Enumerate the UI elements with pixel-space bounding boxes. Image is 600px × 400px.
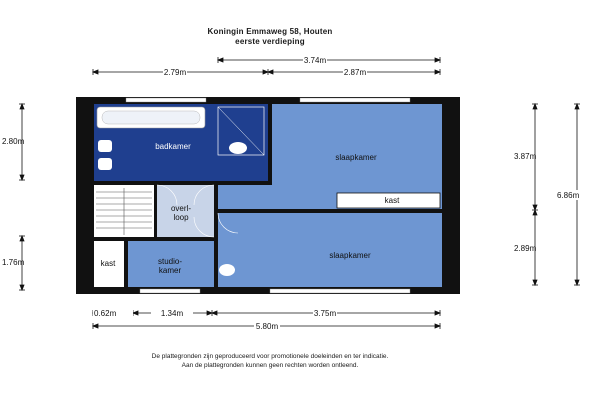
bedroom-bottom-area [218, 213, 442, 287]
room-label-bathroom: badkamer [155, 142, 191, 151]
room-label-bedroom-bottom: slaapkamer [329, 251, 371, 260]
dim-top-2-87: 2.87m [343, 68, 367, 77]
dim-bottom-1-34: 1.34m [160, 309, 184, 318]
dim-right-2-89: 2.89m [514, 244, 537, 253]
plan-body [76, 97, 460, 294]
floor-title: eerste verdieping [235, 37, 305, 46]
dim-top-2-79: 2.79m [163, 68, 187, 77]
dim-right-3-87: 3.87m [514, 152, 537, 161]
room-label-closet-left: kast [100, 259, 116, 268]
disclaimer-line-1: De plattegronden zijn geproduceerd voor promotionele doeleinden en ter indicatie. [151, 353, 389, 360]
dim-left-1-76: 1.76m [2, 258, 25, 267]
dim-right-6-86: 6.86m [557, 191, 580, 200]
disclaimer-line-2: Aan de plattegronden kunnen geen rechten worden ontleend. [181, 362, 359, 369]
room-label-study-2: kamer [158, 266, 182, 275]
toilet-icon [229, 142, 247, 154]
room-label-landing-1: overl- [170, 204, 192, 213]
dim-bottom-3-75: 3.75m [313, 309, 337, 318]
room-label-closet-right: kast [384, 196, 400, 205]
dim-bottom-0-62: 0.62m [94, 309, 117, 318]
room-label-landing-2: loop [173, 213, 189, 222]
dim-bottom-5-80: 5.80m [255, 322, 279, 331]
washbasin-icon [219, 264, 235, 276]
address-title: Koningin Emmaweg 58, Houten [207, 27, 333, 36]
bathtub-icon [97, 107, 205, 128]
dim-top-3-74: 3.74m [303, 56, 327, 65]
room-label-bedroom-top: slaapkamer [335, 153, 377, 162]
dim-left-2-80: 2.80m [2, 137, 25, 146]
room-label-study-1: studio- [157, 257, 183, 266]
